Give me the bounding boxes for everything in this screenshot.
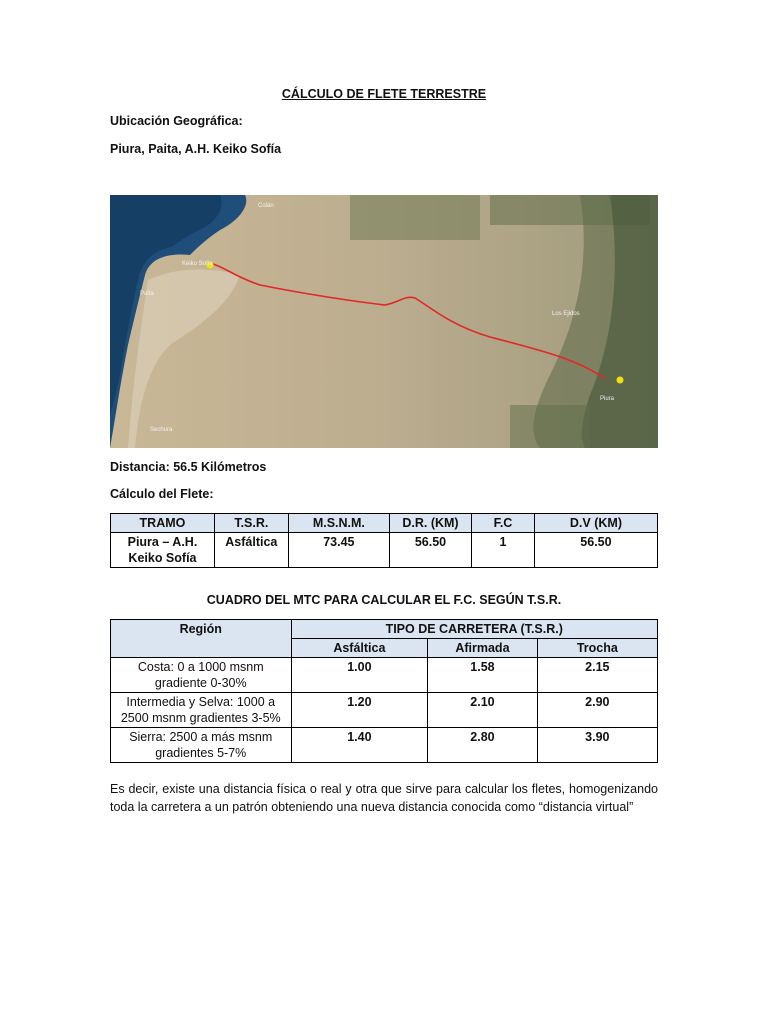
cell-tsr: Asfáltica — [214, 533, 288, 568]
column-header: F.C — [472, 514, 535, 533]
value-cell: 2.90 — [537, 693, 657, 728]
map-label: Piura — [600, 396, 615, 402]
calc-label: Cálculo del Flete: — [110, 487, 214, 501]
region-cell: Costa: 0 a 1000 msnm gradiente 0-30% — [111, 658, 292, 693]
column-header: Trocha — [537, 639, 657, 658]
map-label: Colán — [258, 203, 274, 209]
value-cell: 3.90 — [537, 728, 657, 763]
table-row — [111, 533, 658, 568]
table-row — [111, 728, 658, 763]
table-row — [111, 658, 658, 693]
region-header: Región — [111, 620, 292, 658]
value-cell: 1.00 — [291, 658, 428, 693]
table-header-row — [111, 514, 658, 533]
mtc-table-title: CUADRO DEL MTC PARA CALCULAR EL F.C. SEGÚN T.S.R. — [206, 593, 562, 607]
column-header: M.S.N.M. — [288, 514, 389, 533]
cell-msnm: 73.45 — [288, 533, 389, 568]
page-title: CÁLCULO DE FLETE TERRESTRE — [281, 87, 487, 101]
table-header-row — [111, 620, 658, 639]
region-cell: Sierra: 2500 a más msnm gradientes 5-7% — [111, 728, 292, 763]
column-header: T.S.R. — [214, 514, 288, 533]
value-cell: 1.58 — [428, 658, 537, 693]
map-label: Paita — [140, 291, 154, 297]
value-cell: 2.10 — [428, 693, 537, 728]
map-label: Sechura — [150, 427, 173, 433]
column-header: Afirmada — [428, 639, 537, 658]
column-header: D.V (KM) — [534, 514, 657, 533]
region-cell: Intermedia y Selva: 1000 a 2500 msnm gradientes 3-5% — [111, 693, 292, 728]
distance-text: Distancia: 56.5 Kilómetros — [110, 460, 267, 474]
cell-fc: 1 — [472, 533, 535, 568]
column-header: Asfáltica — [291, 639, 428, 658]
cell-dv: 56.50 — [534, 533, 657, 568]
location-value: Piura, Paita, A.H. Keiko Sofía — [110, 142, 282, 156]
map-label: Los Ejidos — [552, 311, 580, 317]
value-cell: 2.80 — [428, 728, 537, 763]
column-header: D.R. (KM) — [389, 514, 471, 533]
cell-dr: 56.50 — [389, 533, 471, 568]
value-cell: 2.15 — [537, 658, 657, 693]
cell-tramo: Piura – A.H. Keiko Sofía — [111, 533, 215, 568]
freight-table — [110, 513, 658, 568]
explanation-paragraph: Es decir, existe una distancia física o real y otra que sirve para calcular los fletes, homogenizando toda la carretera a un patrón obteniendo una nueva distancia conocida como “distancia virtual” — [110, 782, 658, 814]
value-cell: 1.40 — [291, 728, 428, 763]
type-header: TIPO DE CARRETERA (T.S.R.) — [291, 620, 658, 639]
column-header: TRAMO — [111, 514, 215, 533]
mtc-table — [110, 619, 658, 763]
destination-marker — [617, 377, 624, 384]
map-label: Keiko Sofía — [182, 261, 213, 267]
table-row — [111, 693, 658, 728]
value-cell: 1.20 — [291, 693, 428, 728]
satellite-map — [110, 195, 658, 448]
location-label: Ubicación Geográfica: — [110, 114, 243, 128]
